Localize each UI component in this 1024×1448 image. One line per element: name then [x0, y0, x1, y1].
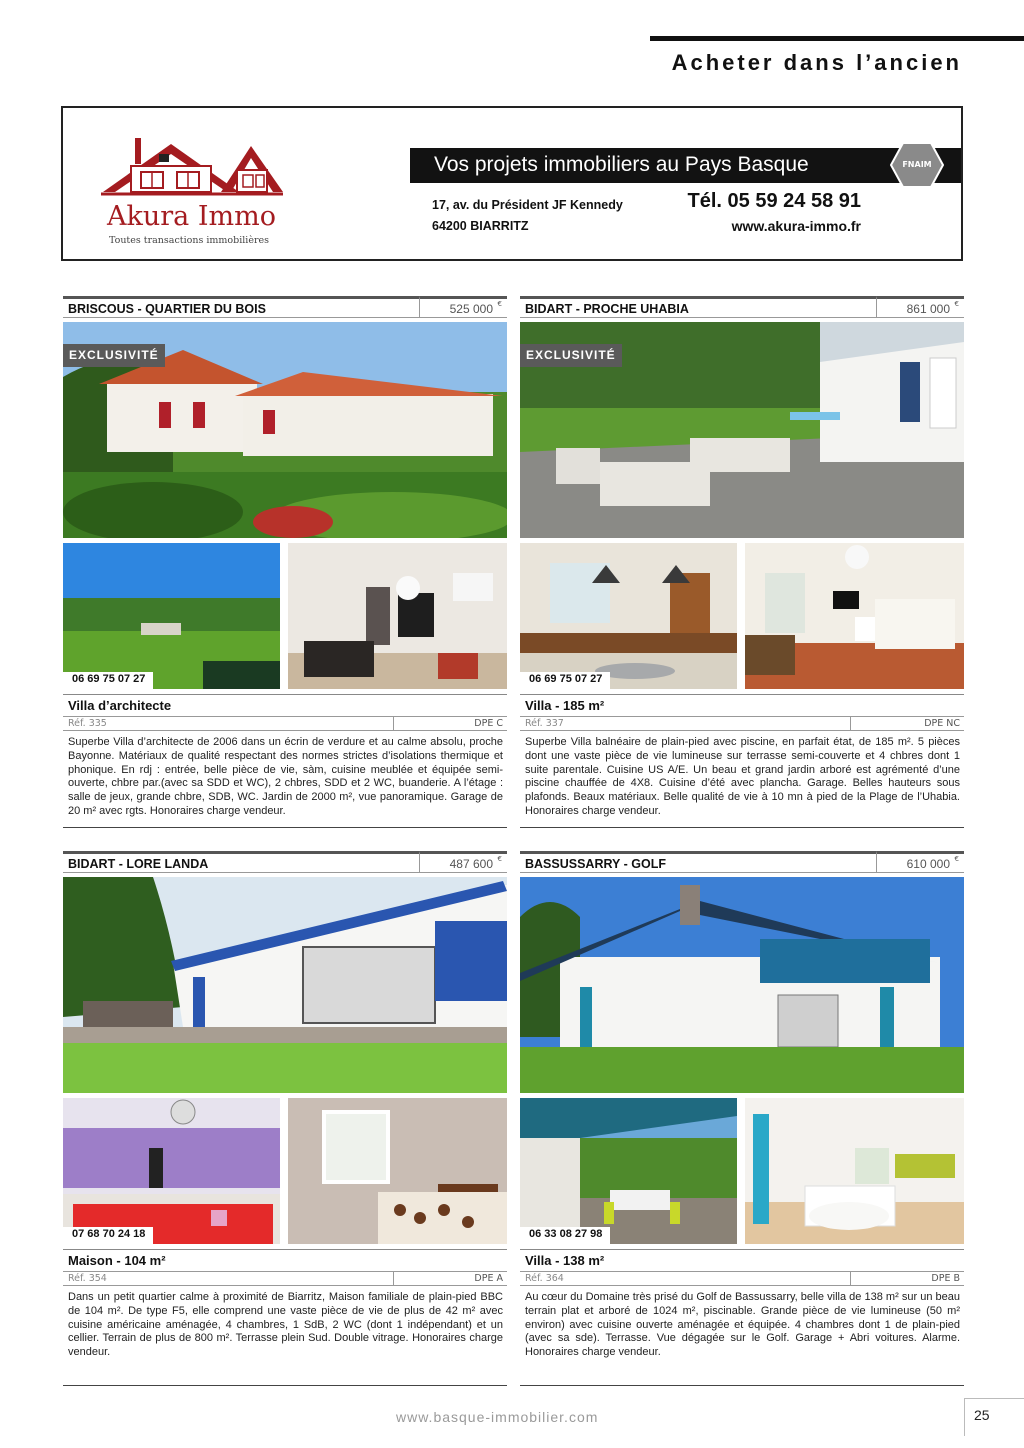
agency-tagline: Toutes transactions immobilières — [109, 235, 269, 246]
listing-bottom-rule — [520, 827, 964, 828]
listing-description: Au cœur du Domaine très prisé du Golf de Bassussarry, belle villa de 138 m² sur un beau terrain plat et arboré de 1024 m², piscinable. Grande pièce de vie lumineuse (50 m² environ) avec cuisine ouverte aménagée et équipée. 4 chambres dont 1 de plain-pied (avec sa sde). Terrasse. Vue dégagée sur le Golf. Garage + Abri voitures. Alarme. Honoraires charge vendeur. — [525, 1291, 960, 1359]
listing-photo-2[interactable] — [63, 543, 280, 689]
listing-dpe: DPE NC — [924, 718, 960, 729]
listing-ref: Réf. 364 — [525, 1273, 564, 1284]
listing-currency: € — [497, 855, 502, 863]
fnaim-logo — [890, 142, 944, 188]
listing-photo-3[interactable] — [745, 1098, 964, 1244]
listing-currency: € — [954, 855, 959, 863]
listing-title: Villa d’architecte — [68, 698, 172, 713]
listing-location: BASSUSSARRY - GOLF — [525, 857, 666, 871]
listing-description: Dans un petit quartier calme à proximité de Biarritz, Maison familiale de plain-pied BBC de 104 m². De type F5, elle comprend une vaste pièce de vie de plus de 42 m² avec cuisine américaine aménagée, 4 chambres, 1 SdB, 2 WC (dont 1 indépendant) et un cellier. Terrain de plus de 800 m². Terrasse plein Sud. Double vitrage. Honoraires charge vendeur. — [68, 1291, 503, 1359]
meta-divider — [393, 1272, 394, 1285]
listing-price: 610 000 — [906, 857, 950, 871]
listing-main-photo[interactable] — [63, 877, 507, 1093]
listing-rule — [63, 1249, 507, 1250]
agency-phone[interactable]: Tél. 05 59 24 58 91 — [687, 190, 861, 212]
listing-rule — [520, 1249, 964, 1250]
listing-location: BIDART - LORE LANDA — [68, 857, 209, 871]
agency-website[interactable]: www.akura-immo.fr — [731, 218, 861, 234]
listing-photo-2[interactable] — [520, 1098, 737, 1244]
listing-price-box — [419, 851, 507, 873]
agency-advert[interactable] — [61, 106, 963, 261]
listing-header — [520, 851, 964, 873]
listing-price: 525 000 — [449, 302, 493, 316]
listing-description: Superbe Villa d’architecte de 2006 dans un écrin de verdure et au calme absolu, proche Bayonne. Matériaux de qualité respectant des normes strictes d’isolations thermique et phonique. En rdj : entrée, belle pièce de vie, sàm, cuisine meublée et équipée semi-ouverte, chbre par.(avec sa SDD et WC), 2 chbres, SDD et 2 WC, buanderie. A l’étage : salle de jeux, grande chbre, SDB, WC. Jardin de 2000 m², vue panoramique. Garage de 20 m² avec rgts. Honoraires charge vendeur. — [68, 736, 503, 817]
listing-location: BIDART - PROCHE UHABIA — [525, 302, 689, 316]
listing-price-box — [419, 296, 507, 318]
exclusivity-badge: EXCLUSIVITÉ — [63, 344, 165, 367]
listing-price-box — [876, 851, 964, 873]
page-number: 25 — [974, 1407, 990, 1423]
listing-header — [63, 851, 507, 873]
listing-currency: € — [954, 300, 959, 308]
listing-photo-3[interactable] — [288, 1098, 507, 1244]
listing-bottom-rule — [520, 1385, 964, 1386]
agency-address — [432, 195, 623, 237]
listing-title: Villa - 138 m² — [525, 1253, 605, 1268]
meta-divider — [850, 717, 851, 730]
agency-banner: Vos projets immobiliers au Pays Basque — [410, 148, 963, 183]
listing-title: Villa - 185 m² — [525, 698, 605, 713]
listing-price: 861 000 — [906, 302, 950, 316]
listing-phone[interactable]: 06 69 75 07 27 — [520, 672, 610, 689]
listing-price-box — [876, 296, 964, 318]
header-rule — [650, 36, 1024, 41]
listing-dpe: DPE A — [474, 1273, 503, 1284]
listing-meta — [520, 1271, 964, 1286]
listing-meta — [63, 716, 507, 731]
footer-website[interactable]: www.basque-immobilier.com — [396, 1409, 599, 1425]
listing-card[interactable] — [520, 851, 964, 1386]
listing-ref: Réf. 337 — [525, 718, 564, 729]
meta-divider — [393, 717, 394, 730]
agency-name: Akura Immo — [107, 201, 276, 232]
listing-rule — [520, 694, 964, 695]
listing-card[interactable] — [63, 851, 507, 1386]
listing-bottom-rule — [63, 1385, 507, 1386]
listing-ref: Réf. 354 — [68, 1273, 107, 1284]
section-title: Acheter dans l’ancien — [671, 50, 962, 75]
listing-dpe: DPE C — [474, 718, 503, 729]
exclusivity-badge: EXCLUSIVITÉ — [520, 344, 622, 367]
page-number-box — [964, 1398, 1024, 1436]
listing-title: Maison - 104 m² — [68, 1253, 166, 1268]
listing-meta — [520, 716, 964, 731]
listing-header — [63, 296, 507, 318]
basque-house-icon — [101, 134, 291, 204]
listing-card[interactable] — [63, 296, 507, 828]
listing-location: BRISCOUS - QUARTIER DU BOIS — [68, 302, 266, 316]
listing-photo-3[interactable] — [288, 543, 507, 689]
listing-phone[interactable]: 06 33 08 27 98 — [520, 1227, 610, 1244]
listing-currency: € — [497, 300, 502, 308]
listing-card[interactable] — [520, 296, 964, 828]
listing-phone[interactable]: 07 68 70 24 18 — [63, 1227, 153, 1244]
listing-description: Superbe Villa balnéaire de plain-pied avec piscine, en parfait état, de 185 m². 5 pièces dont une vaste pièce de vie lumineuse sur terrasse semi-couverte et 4 chbres dont 1 suite parentale. Cuisine US A/E. Un beau et grand jardin arboré est agrémenté d’une piscine chauffée de 4X8. Cuisine d’été avec plancha. Garage. Belles hauteurs sous plafonds. Beaux matériaux. Belle qualité de vie à 10 mn à pied de la Plage de l’Uhabia. Honoraires charge vendeur. — [525, 736, 960, 817]
listing-phone[interactable]: 06 69 75 07 27 — [63, 672, 153, 689]
listing-photo-3[interactable] — [745, 543, 964, 689]
listing-bottom-rule — [63, 827, 507, 828]
fnaim-label: FNAIM — [902, 160, 932, 169]
listing-ref: Réf. 335 — [68, 718, 107, 729]
listing-dpe: DPE B — [931, 1273, 960, 1284]
listing-photo-2[interactable] — [63, 1098, 280, 1244]
agency-address-line1: 17, av. du Président JF Kennedy — [432, 198, 623, 212]
listing-rule — [63, 694, 507, 695]
listing-header — [520, 296, 964, 318]
listing-photo-2[interactable] — [520, 543, 737, 689]
listing-main-photo[interactable] — [520, 877, 964, 1093]
agency-logo — [101, 134, 291, 249]
listing-meta — [63, 1271, 507, 1286]
meta-divider — [850, 1272, 851, 1285]
agency-address-line2: 64200 BIARRITZ — [432, 219, 529, 233]
listing-price: 487 600 — [449, 857, 493, 871]
